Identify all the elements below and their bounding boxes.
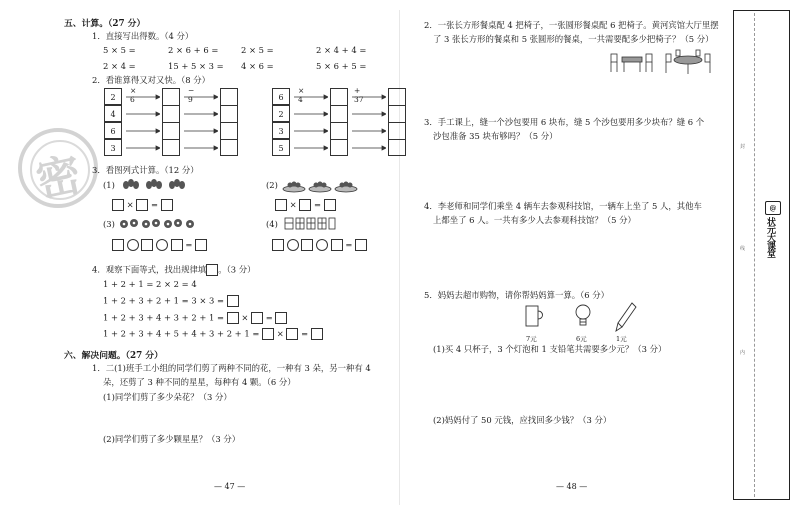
answer-box[interactable] <box>301 239 313 251</box>
operator-circle[interactable] <box>127 239 139 251</box>
times-sign: × <box>276 328 284 339</box>
r-q3-line2: 沙包准备 35 块布够吗？（5 分） <box>433 131 558 141</box>
q3-p3-label: (3) <box>103 219 115 229</box>
answer-box[interactable] <box>112 239 124 251</box>
equals-sign: = <box>345 239 353 250</box>
stamp-char: 密 <box>32 148 86 208</box>
answer-box[interactable] <box>112 199 124 211</box>
q4-line4-text: 1 + 2 + 3 + 4 + 5 + 4 + 3 + 2 + 1 = <box>103 328 260 339</box>
r-q4-line2: 上都坐了 6 人。一共有多少人去参观科技馆？（5 分） <box>433 215 636 225</box>
brand-logo: @ 状元大课堂 <box>762 201 784 271</box>
chain-a-out-column[interactable] <box>220 88 238 156</box>
pencil-price: 1元 <box>616 335 627 343</box>
q1-r1-c3: 2 × 5 = <box>241 45 274 55</box>
chain-a-input: 2 <box>104 88 122 105</box>
chain-b-input: 3 <box>272 122 290 139</box>
operator-circle[interactable] <box>156 239 168 251</box>
p1-text-line1: 1．二(1)班手工小组的同学们剪了两种不同的花，一种有 3 朵，另一种有 4 <box>92 363 371 373</box>
grapes-icon <box>120 176 188 194</box>
secret-stamp <box>18 128 98 208</box>
q4-line2 <box>103 295 239 307</box>
r-q2-line2: 了 3 张长方形的餐桌和 5 张圆形的餐桌，一共需要配多少把椅子？（5 分） <box>433 34 714 44</box>
sidebar-label: 封 <box>740 144 746 150</box>
chain-b-arrows1 <box>292 88 328 156</box>
q3-p4-equation <box>272 239 367 251</box>
answer-box[interactable] <box>227 312 239 324</box>
operator-circle[interactable] <box>316 239 328 251</box>
q4-title-text: 4．观察下面等式，找出规律填 <box>92 264 207 275</box>
r-q5-sub-b: (2)妈妈付了 50 元钱，应找回多少钱？（3 分） <box>433 415 612 425</box>
cup-price: 7元 <box>526 335 537 343</box>
q4-line3-text: 1 + 2 + 3 + 4 + 3 + 2 + 1 = <box>103 312 225 323</box>
equals-sign: = <box>301 328 309 339</box>
chain-a-arrows2 <box>182 88 218 156</box>
p1-sub-b: (2)同学们剪了多少颗星星？（3 分） <box>103 434 241 444</box>
chain-a-op1: × 6 <box>130 86 137 104</box>
equals-sign: = <box>314 199 322 210</box>
times-sign: × <box>241 312 249 323</box>
q1-r1-c1: 5 × 5 = <box>103 45 136 55</box>
q3-p4-label: (4) <box>266 219 278 229</box>
q3-p2-equation <box>275 199 336 211</box>
sidebar-label: 线 <box>740 246 746 252</box>
q4-title-end: 。（3 分） <box>218 264 256 275</box>
answer-box[interactable] <box>227 295 239 307</box>
cup-icon <box>522 302 546 332</box>
r-q2-line1: 2．一张长方形餐桌配 4 把椅子，一张圆形餐桌配 6 把椅子。黄河宾馆大厅里摆 <box>424 20 719 30</box>
section6-title: 六、解决问题。（27 分） <box>64 351 163 361</box>
chain-b-out-column[interactable] <box>388 88 406 156</box>
chain-b-input: 2 <box>272 105 290 122</box>
bulb-price: 6元 <box>576 335 587 343</box>
equals-sign: = <box>151 199 159 210</box>
q4-line2-text: 1 + 2 + 3 + 2 + 1 = 3 × 3 = <box>103 295 225 306</box>
answer-box[interactable] <box>141 239 153 251</box>
answer-box[interactable] <box>355 239 367 251</box>
chain-a-input: 6 <box>104 122 122 139</box>
answer-box[interactable] <box>331 239 343 251</box>
chain-a-op2: − 9 <box>188 86 195 104</box>
chain-a-arrows1 <box>124 88 160 156</box>
q1-r2-c1: 2 × 4 = <box>103 61 136 71</box>
answer-box[interactable] <box>136 199 148 211</box>
q4-line4 <box>103 328 323 340</box>
page-divider <box>399 10 400 505</box>
answer-box[interactable] <box>311 328 323 340</box>
answer-box[interactable] <box>262 328 274 340</box>
answer-box[interactable] <box>286 328 298 340</box>
light-bulb-icon <box>572 302 594 332</box>
chain-b-arrows2 <box>350 88 386 156</box>
times-sign: × <box>289 199 297 210</box>
fruit-plates-icon <box>282 176 362 194</box>
answer-box <box>206 264 218 276</box>
q3-p3-equation <box>112 239 207 251</box>
q4-title <box>92 264 256 276</box>
chain-b-op2: + 37 <box>354 86 364 104</box>
sidebar-label: 内 <box>740 350 746 356</box>
binding-sidebar <box>733 10 790 500</box>
q4-line3 <box>103 312 287 324</box>
answer-box[interactable] <box>275 199 287 211</box>
q3-p1-label: (1) <box>103 180 115 190</box>
operator-circle[interactable] <box>287 239 299 251</box>
cut-line <box>754 13 755 497</box>
page-number-left: — 47 — <box>214 482 246 491</box>
answer-box[interactable] <box>299 199 311 211</box>
page-number-right: — 48 — <box>556 482 588 491</box>
chain-b-input: 6 <box>272 88 290 105</box>
pencil-icon <box>614 300 638 334</box>
q1-r2-c3: 4 × 6 = <box>241 61 274 71</box>
chain-a-input: 3 <box>104 139 122 156</box>
equals-sign: = <box>185 239 193 250</box>
answer-box[interactable] <box>161 199 173 211</box>
chain-b-input: 5 <box>272 139 290 156</box>
chain-b-mid-column[interactable] <box>330 88 348 156</box>
q1-r1-c4: 2 × 4 + 4 = <box>316 45 367 55</box>
chain-b-op1: × 4 <box>298 86 305 104</box>
flowers-icon <box>118 215 198 233</box>
p1-text-line2: 朵，还剪了 3 种不同的星星，每种有 4 颗。（6 分） <box>103 377 296 387</box>
r-q5-sub-a: (1)买 4 只杯子，3 个灯泡和 1 支铅笔共需要多少元？（3 分） <box>433 344 667 354</box>
brand-text: 状元大课堂 <box>765 217 775 257</box>
q4-line1: 1 + 2 + 1 = 2 × 2 = 4 <box>103 279 197 289</box>
q3-p1-equation <box>112 199 173 211</box>
answer-box[interactable] <box>272 239 284 251</box>
r-q3-line1: 3．手工课上，缝一个沙包要用 6 块布，缝 5 个沙包要用多少块布？缝 6 个 <box>424 117 705 127</box>
chain-a-mid-column[interactable] <box>162 88 180 156</box>
q3-title: 3．看图列式计算。（12 分） <box>92 165 199 175</box>
q1-r2-c4: 5 × 6 + 5 = <box>316 61 367 71</box>
chain-a-input: 4 <box>104 105 122 122</box>
answer-box[interactable] <box>171 239 183 251</box>
times-sign: × <box>126 199 134 210</box>
r-q4-line1: 4．李老师和同学们乘坐 4 辆车去参观科技馆，一辆车上坐了 5 人，其他车 <box>424 201 702 211</box>
q3-p2-label: (2) <box>266 180 278 190</box>
q1-r2-c2: 15 + 5 × 3 = <box>168 61 224 71</box>
tables-chairs-icon <box>608 48 714 78</box>
q2-title: 2．看谁算得又对又快。（8 分） <box>92 75 210 85</box>
building-blocks-icon <box>284 215 336 231</box>
p1-sub-a: (1)同学们剪了多少朵花？（3 分） <box>103 392 232 402</box>
equals-sign: = <box>265 312 273 323</box>
section5-title: 五、计算。（27 分） <box>64 19 146 29</box>
q1-r1-c2: 2 × 6 + 6 = <box>168 45 219 55</box>
q1-title: 1．直接写出得数。（4 分） <box>92 31 194 41</box>
answer-box[interactable] <box>195 239 207 251</box>
answer-box[interactable] <box>251 312 263 324</box>
answer-box[interactable] <box>275 312 287 324</box>
answer-box[interactable] <box>324 199 336 211</box>
r-q5-line1: 5．妈妈去超市购物，请你帮妈妈算一算。（6 分） <box>424 290 609 300</box>
